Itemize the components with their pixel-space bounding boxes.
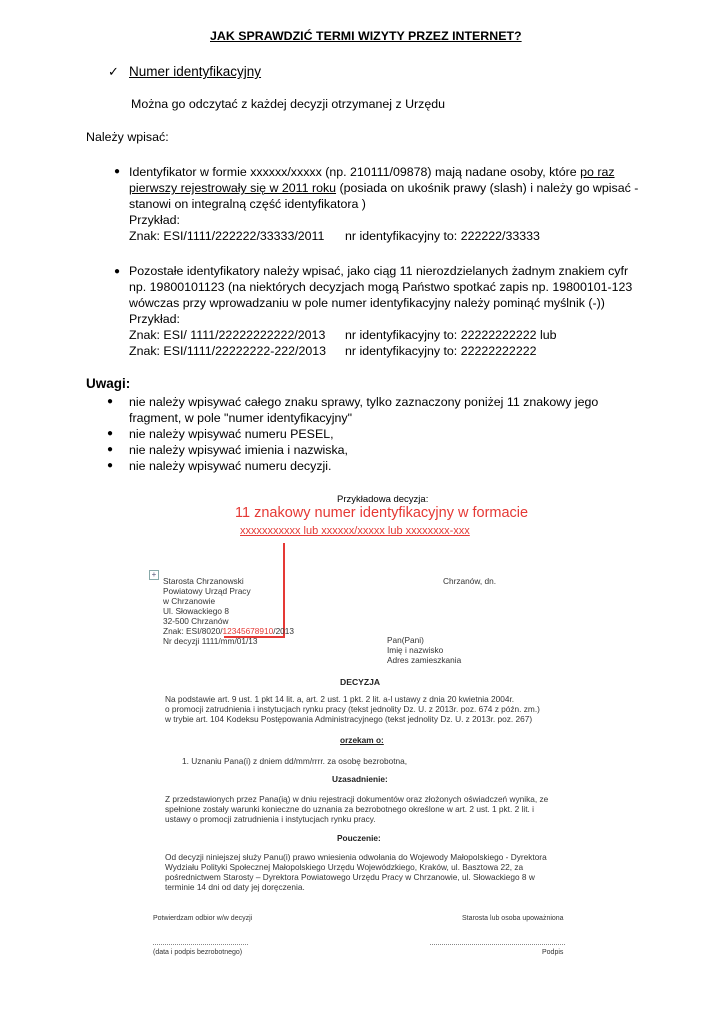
bullet2-znak-2: Znak: ESI/1111/22222222-222/2013 bbox=[129, 344, 327, 358]
bullet1-text-2: (posiada on ukośnik prawy (slash) i należy go wpisać - bbox=[336, 181, 639, 195]
example-caption: Przykładowa decyzja: bbox=[337, 494, 429, 505]
podpis-label: Podpis bbox=[542, 949, 564, 956]
check-mark-icon: ✓ bbox=[108, 64, 119, 79]
place-date: Chrzanów, dn. bbox=[443, 576, 497, 586]
legal-line: w trybie art. 104 Kodeksu Postępowania Administracyjnego (tekst jednolity Dz. U. z 2013r. poz. 267) bbox=[165, 714, 533, 724]
bullet2-nr-2: nr identyfikacyjny to: 22222222222 bbox=[345, 344, 537, 358]
uzasadnienie-line: ustawy o promocji zatrudnienia i instytucjach rynku pracy. bbox=[165, 814, 376, 824]
pouczenie-line: pośrednictwem Starosty – Dyrektora Powiatowego Urzędu Pracy w Chrzanowie, ul. Słowackiego 8 w bbox=[165, 872, 535, 882]
bullet2-line2: np. 19800101123 (na niektórych decyzjach mogą Państwo spotkać zapis np. 19800101-123 bbox=[129, 280, 633, 294]
sender-line: w Chrzanowie bbox=[163, 596, 216, 606]
bullet-icon: ● bbox=[107, 460, 114, 471]
red-annotation-format: xxxxxxxxxxx lub xxxxxx/xxxxx lub xxxxxxxx-xxx bbox=[240, 525, 470, 537]
page-title: JAK SPRAWDZIĆ TERMI WIZYTY PRZEZ INTERNET? bbox=[210, 29, 522, 43]
nalezy-label: Należy wpisać: bbox=[86, 130, 169, 144]
uwagi-item: nie należy wpisywać numeru PESEL, bbox=[129, 427, 334, 441]
section-description: Można go odczytać z każdej decyzji otrzymanej z Urzędu bbox=[131, 97, 446, 111]
recipient-line: Adres zamieszkania bbox=[387, 655, 462, 665]
bullet2-example-label: Przykład: bbox=[129, 312, 180, 326]
data-podpis-label: (data i podpis bezrobotnego) bbox=[153, 949, 243, 956]
uwagi-item: nie należy wpisywać imienia i nazwiska, bbox=[129, 443, 348, 457]
znak-prefix: Znak: ESI/8020/ bbox=[163, 626, 223, 636]
uzasadnienie-line: spełnione zostały warunki konieczne do uznania za bezrobotnego określone w art. 2 ust. 1 pkt. 2 lit. i bbox=[165, 804, 534, 814]
nr-decyzji: Nr decyzji 1111/mm/01/13 bbox=[163, 636, 258, 646]
uwagi-heading: Uwagi: bbox=[86, 376, 131, 391]
orzekam-heading: orzekam o: bbox=[340, 735, 384, 745]
bullet2-znak-1: Znak: ESI/ 1111/22222222222/2013 bbox=[129, 328, 326, 342]
bullet2-line3: wówczas przy wprowadzaniu w pole numer identyfikacyjny należy pominąć myślnik (-)) bbox=[129, 296, 605, 310]
sender-line: Powiatowy Urząd Pracy bbox=[163, 586, 251, 596]
pouczenie-heading: Pouczenie: bbox=[337, 833, 381, 843]
sender-line: Starosta Chrzanowski bbox=[163, 576, 244, 586]
signature-dots-left bbox=[153, 944, 248, 945]
bullet1-text: Identyfikator w formie xxxxxx/xxxxx (np. 210111/09878) mają nadane osoby, które bbox=[129, 165, 581, 179]
uwagi-item: nie należy wpisywać numeru decyzji. bbox=[129, 459, 332, 473]
bullet1-example-label: Przykład: bbox=[129, 213, 180, 227]
recipient-line: Imię i nazwisko bbox=[387, 645, 444, 655]
recipient-line: Pan(Pani) bbox=[387, 635, 424, 645]
bullet1-underlined-2: pierwszy rejestrowały się w 2011 roku bbox=[129, 181, 337, 195]
bullet-icon: ● bbox=[114, 166, 121, 177]
bullet-icon: ● bbox=[114, 266, 121, 277]
pouczenie-line: terminie 14 dni od daty jej doręczenia. bbox=[165, 882, 305, 892]
decyzja-heading: DECYZJA bbox=[340, 677, 381, 687]
bullet-icon: ● bbox=[107, 444, 114, 455]
bullet1-line3: stanowi on integralną część identyfikatora ) bbox=[129, 197, 366, 211]
sender-line: Ul. Słowackiego 8 bbox=[163, 606, 229, 616]
red-connector-vertical bbox=[283, 543, 285, 638]
signature-dots-right bbox=[430, 944, 565, 945]
bullet1-nr: nr identyfikacyjny to: 222222/33333 bbox=[345, 229, 540, 243]
bullet-icon: ● bbox=[107, 396, 114, 407]
uzasadnienie-heading: Uzasadnienie: bbox=[332, 774, 388, 784]
bullet1-znak: Znak: ESI/1111/222222/33333/2011 bbox=[129, 229, 325, 243]
znak-id-highlight: 12345678910 bbox=[222, 626, 274, 636]
pouczenie-line: Wydziału Polityki Społecznej Małopolskiego Urzędu Wojewódzkiego, Kraków, ul. Basztowa 22, za bbox=[165, 862, 524, 872]
znak-suffix: /2013 bbox=[273, 626, 295, 636]
legal-line: o promocji zatrudnienia i instytucjach rynku pracy (tekst jednolity Dz. U. z 2013r. poz. 674 z późn. zm.) bbox=[165, 704, 540, 714]
plus-icon: + bbox=[149, 570, 159, 580]
uzasadnienie-line: Z przedstawionych przez Pana(ią) w dniu rejestracji dokumentów oraz złożonych oświadczeń wynika, ze bbox=[165, 794, 549, 804]
bullet1-underlined: po raz bbox=[580, 165, 615, 179]
sender-line: 32-500 Chrzanów bbox=[163, 616, 229, 626]
point-1: 1. Uznaniu Pana(i) z dniem dd/mm/rrrr. za osobę bezrobotna, bbox=[182, 756, 408, 766]
potwierdzam-label: Potwierdzam odbior w/w decyzji bbox=[153, 915, 253, 922]
pouczenie-line: Od decyzji niniejszej służy Panu(i) prawo wniesienia odwołania do Wojewody Małopolskiego - Dyrektora bbox=[165, 852, 547, 862]
red-annotation-title: 11 znakowy numer identyfikacyjny w formacie bbox=[235, 505, 529, 521]
section-heading: Numer identyfikacyjny bbox=[129, 64, 262, 79]
uwagi-item: nie należy wpisywać całego znaku sprawy, tylko zaznaczony poniżej 11 znakowy jego bbox=[129, 395, 599, 409]
bullet1-line1 bbox=[129, 164, 615, 180]
bullet2-nr-1: nr identyfikacyjny to: 22222222222 lub bbox=[345, 328, 557, 342]
bullet2-line1: Pozostałe identyfikatory należy wpisać, jako ciąg 11 nierozdzielanych żadnym znakiem cyfr bbox=[129, 264, 629, 278]
starosta-sign-label: Starosta lub osoba upoważniona bbox=[462, 915, 564, 922]
bullet-icon: ● bbox=[107, 428, 114, 439]
legal-line: Na podstawie art. 9 ust. 1 pkt 14 lit. a, art. 2 ust. 1 pkt. 2 lit. a-l ustawy z dnia 20 kwietnia 2004r. bbox=[165, 694, 515, 704]
bullet1-line2 bbox=[129, 180, 638, 196]
uwagi-item: fragment, w pole "numer identyfikacyjny" bbox=[129, 411, 352, 425]
